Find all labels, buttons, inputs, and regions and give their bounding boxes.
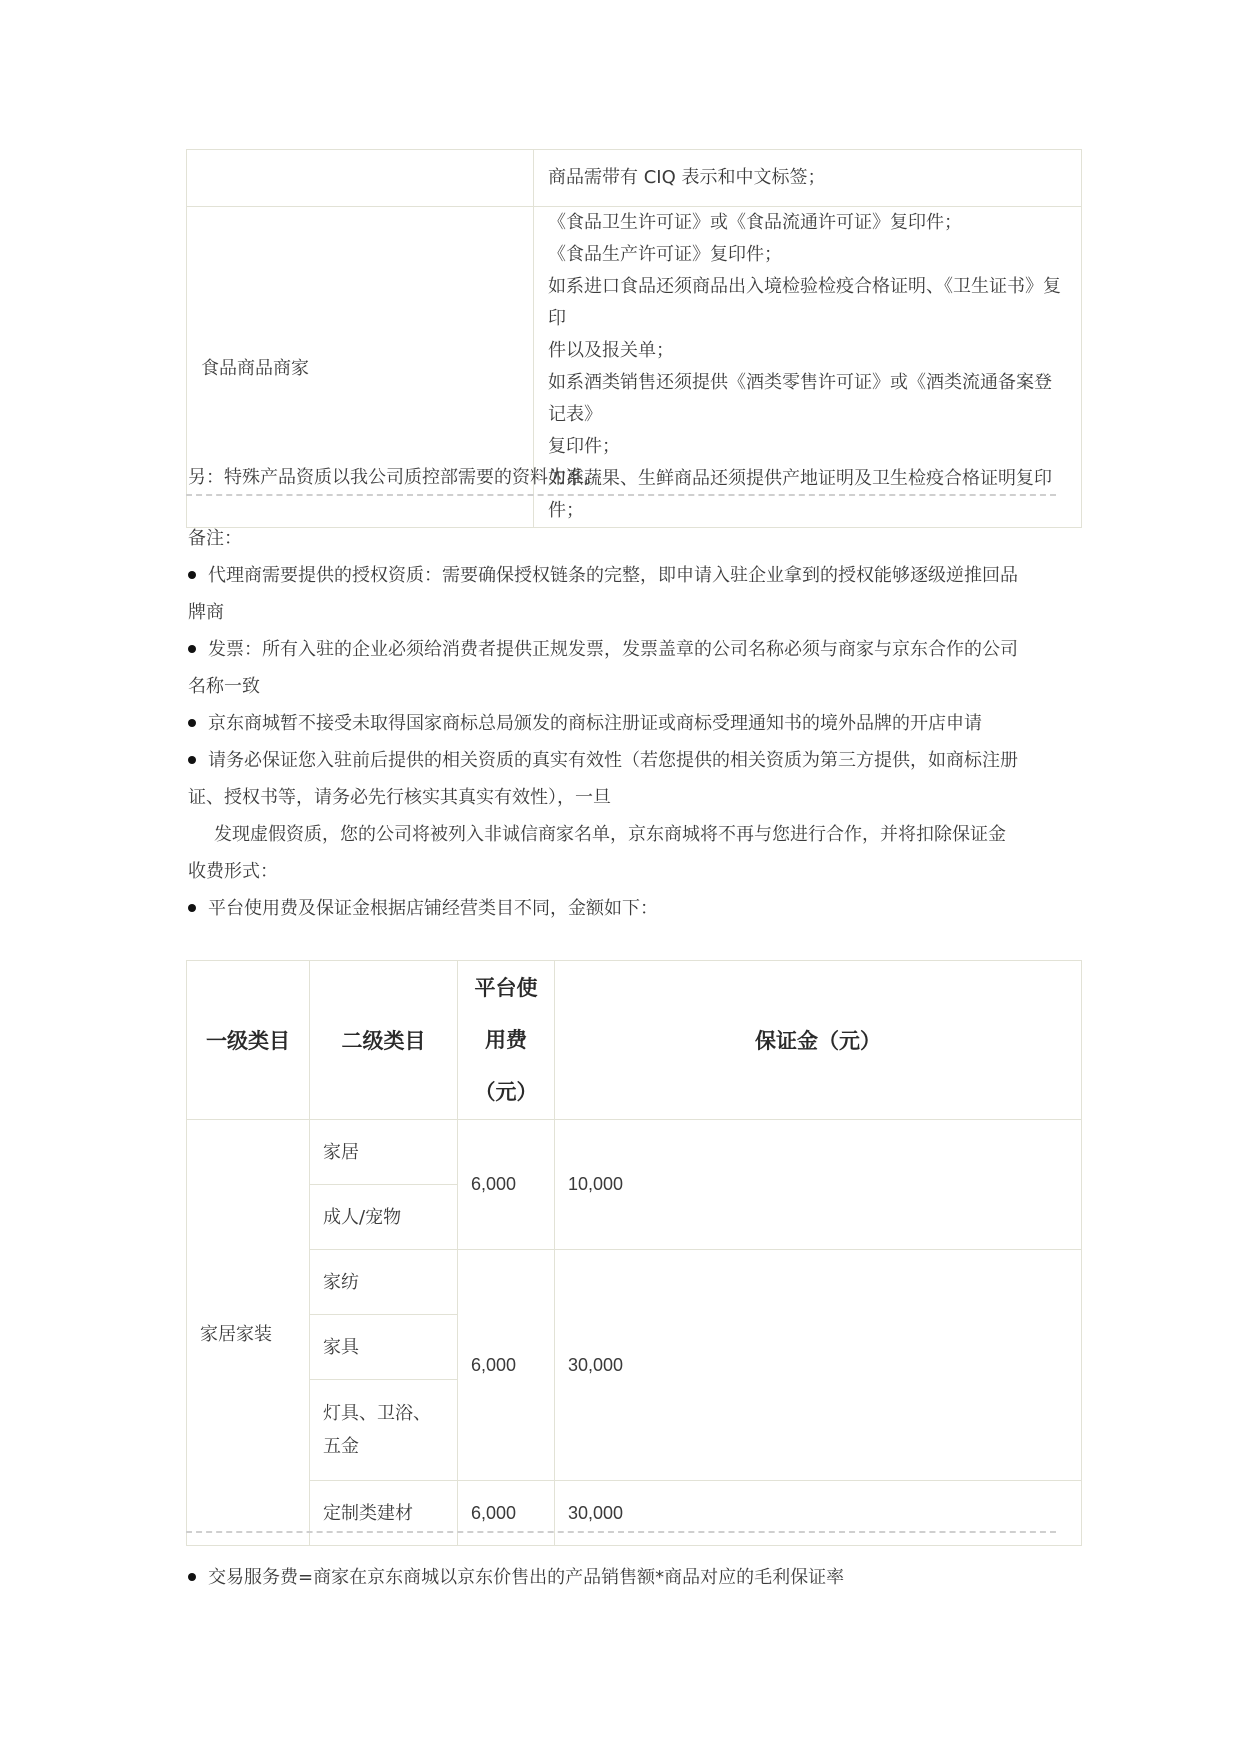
fee-cell: 6,000: [458, 1250, 555, 1481]
remark-line: 发现虚假资质，您的公司将被列入非诚信商家名单，京东商城将不再与您进行合作，并将扣除保证金: [214, 824, 1006, 845]
subcategory-cell: 定制类建材: [310, 1481, 458, 1546]
divider: [186, 1531, 1056, 1533]
remarks-heading: 备注：: [188, 528, 242, 549]
transaction-fee-text: 交易服务费=商家在京东商城以京东价售出的产品销售额*商品对应的毛利保证率: [208, 1567, 845, 1588]
subcategory-cell: 家具: [310, 1315, 458, 1380]
transaction-fee-line: [188, 1566, 844, 1590]
remark-text: 京东商城暂不接受未取得国家商标总局颁发的商标注册证或商标受理通知书的境外品牌的开店申请: [208, 713, 982, 734]
requirement-line: 如系酒类销售还须提供《酒类零售许可证》或《酒类流通备案登记表》: [548, 372, 1052, 425]
table-row: [187, 1481, 1082, 1546]
remark-line: 收费形式：: [188, 861, 278, 882]
table-row: [187, 150, 1082, 207]
deposit-cell: 10,000: [555, 1120, 1082, 1250]
table-header-row: [187, 961, 1082, 1120]
requirement-cell: 商品需带有 CIQ 表示和中文标签；: [534, 150, 1082, 207]
header-deposit: 保证金（元）: [555, 961, 1082, 1120]
bullet-icon: [188, 756, 196, 764]
subcategory-line: 五金: [323, 1436, 359, 1457]
requirement-line: 《食品生产许可证》复印件；: [548, 244, 782, 265]
fee-cell: 6,000: [458, 1120, 555, 1250]
remark-line: [188, 890, 1068, 927]
remark-line: 证、授权书等，请务必先行核实其真实有效性），一旦: [188, 787, 611, 808]
subcategory-cell: 家纺: [310, 1250, 458, 1315]
remark-text: 发票：所有入驻的企业必须给消费者提供正规发票，发票盖章的公司名称必须与商家与京东合作的公司: [208, 639, 1018, 660]
fee-table: [186, 960, 1082, 1546]
table-row: [187, 1120, 1082, 1185]
header-level2: 二级类目: [310, 961, 458, 1120]
remark-text: 代理商需要提供的授权资质：需要确保授权链条的完整，即申请入驻企业拿到的授权能够逐级逆推回品: [208, 565, 1018, 586]
bullet-icon: [188, 645, 196, 653]
subcategory-cell: [310, 1380, 458, 1481]
remarks-section: [188, 520, 1068, 927]
deposit-cell: 30,000: [555, 1250, 1082, 1481]
requirement-line: 复印件；: [548, 436, 620, 457]
bullet-icon: [188, 571, 196, 579]
header-platform-fee-line: 平台使: [474, 976, 538, 1000]
header-platform-fee: [458, 961, 555, 1120]
requirement-cell: [534, 207, 1082, 528]
fee-cell: 6,000: [458, 1481, 555, 1546]
remark-text: 请务必保证您入驻前后提供的相关资质的真实有效性（若您提供的相关资质为第三方提供，如商标注册: [208, 750, 1018, 771]
remark-line: [188, 742, 1068, 779]
requirement-line: 《食品卫生许可证》或《食品流通许可证》复印件；: [548, 212, 962, 233]
bullet-icon: [188, 719, 196, 727]
special-note: 另：特殊产品资质以我公司质控部需要的资料为准。: [188, 467, 602, 488]
header-level1: 一级类目: [187, 961, 310, 1120]
requirement-line: 如系蔬果、生鲜商品还须提供产地证明及卫生检疫合格证明复印件；: [548, 468, 1052, 521]
remark-line: [188, 705, 1068, 742]
remark-text: 平台使用费及保证金根据店铺经营类目不同，金额如下：: [208, 898, 658, 919]
remark-line: 牌商: [188, 602, 224, 623]
remark-line: 名称一致: [188, 676, 260, 697]
category-cell: 家居家装: [187, 1120, 310, 1546]
bullet-icon: [188, 904, 196, 912]
remark-line: [188, 631, 1068, 668]
merchant-type-cell: [187, 150, 534, 207]
header-platform-fee-line: 用费: [485, 1028, 527, 1052]
deposit-cell: 30,000: [555, 1481, 1082, 1546]
divider: [186, 494, 1056, 496]
bullet-icon: [188, 1573, 196, 1581]
subcategory-cell: 家居: [310, 1120, 458, 1185]
requirement-line: 件以及报关单；: [548, 340, 674, 361]
merchant-type-cell: 食品商品商家: [187, 207, 534, 528]
subcategory-cell: 成人/宠物: [310, 1185, 458, 1250]
table-row: [187, 1250, 1082, 1315]
header-platform-fee-line: （元）: [474, 1080, 538, 1104]
subcategory-line: 灯具、卫浴、: [323, 1403, 431, 1424]
requirement-line: 如系进口食品还须商品出入境检验检疫合格证明、《卫生证书》复印: [548, 276, 1061, 329]
remark-line: [188, 557, 1068, 594]
